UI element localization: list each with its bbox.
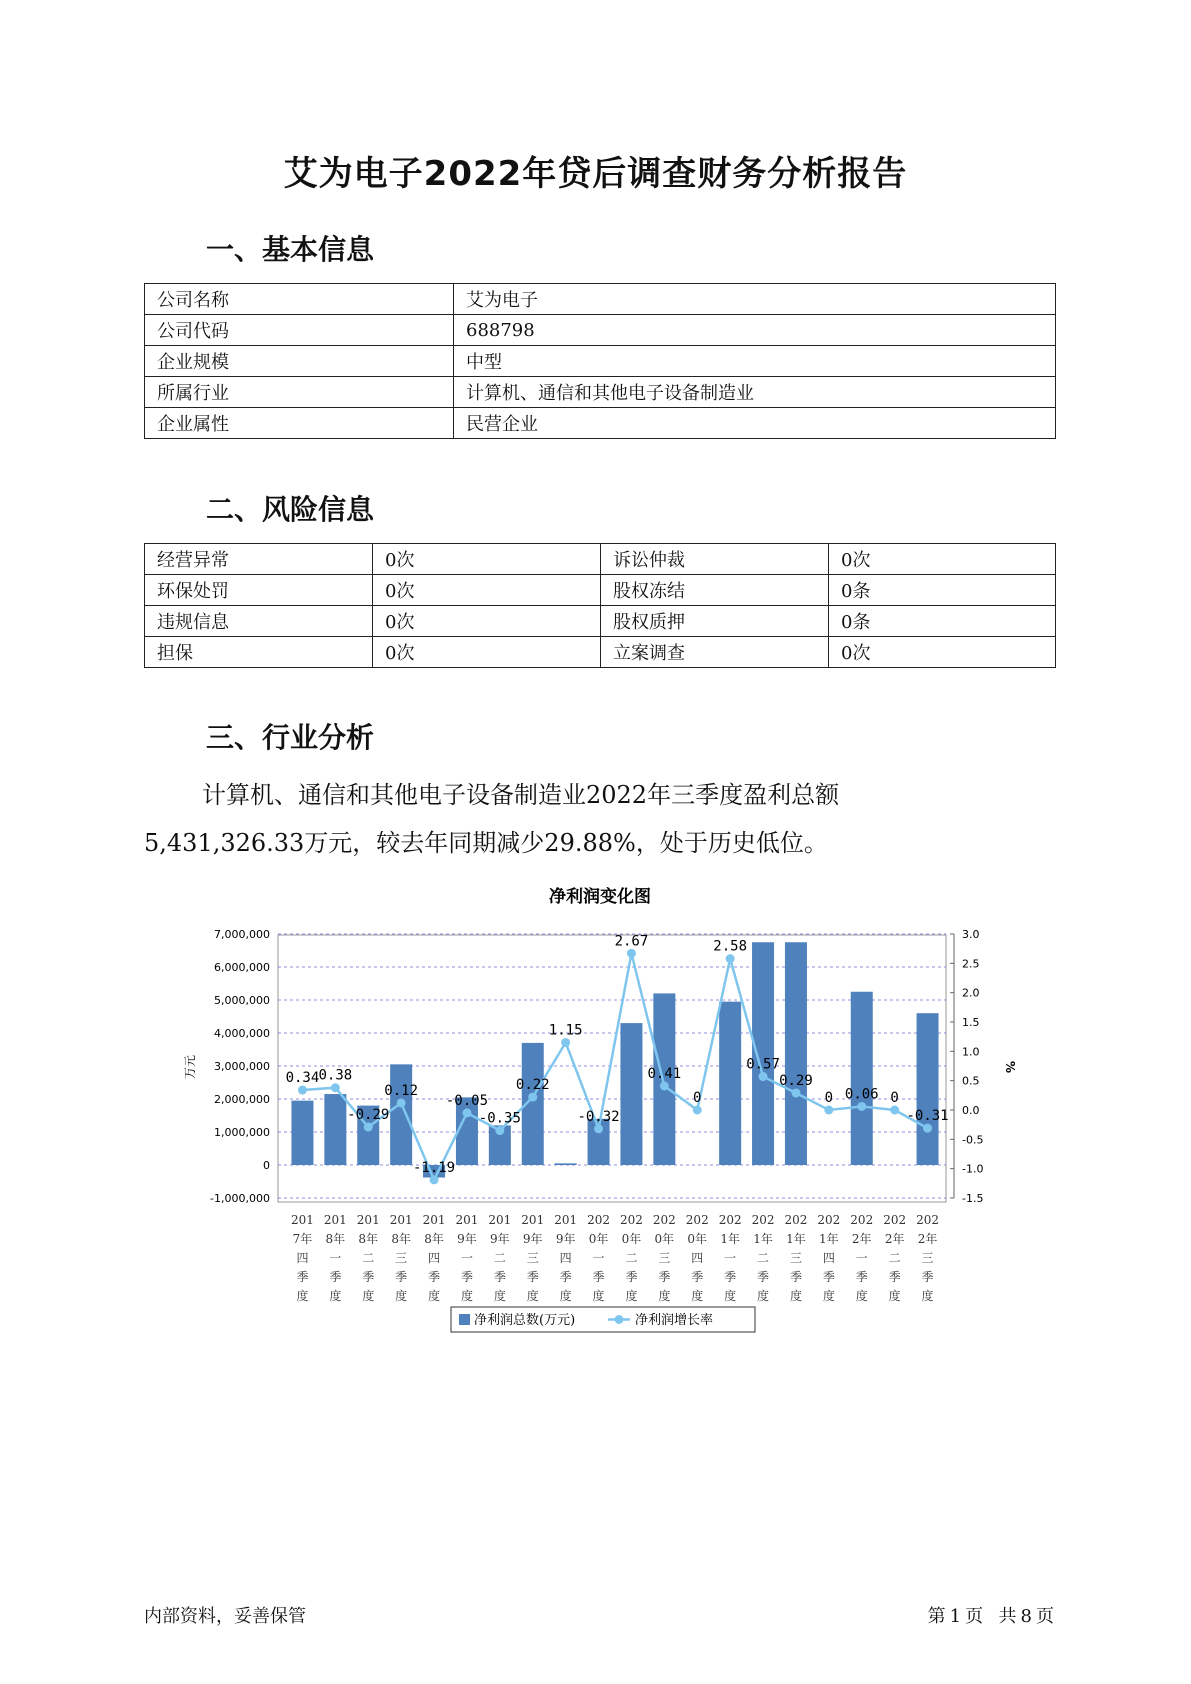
x-tick-label: 四	[691, 1251, 704, 1265]
x-tick-label: 度	[822, 1289, 835, 1303]
footer-page-number	[926, 1602, 1056, 1628]
x-tick-label: 0年	[621, 1232, 642, 1246]
x-tick-label: 度	[757, 1289, 770, 1303]
x-tick-label: 季	[691, 1270, 704, 1284]
x-tick-label: 202	[751, 1213, 775, 1227]
table-row	[145, 408, 1056, 439]
line-data-label: 0.06	[844, 1086, 879, 1103]
x-tick-label: 8年	[424, 1232, 444, 1246]
table-cell-value: 0次	[373, 544, 601, 575]
table-cell-value: 0次	[373, 637, 601, 668]
x-tick-label: 季	[592, 1270, 605, 1284]
line-point	[528, 1093, 537, 1102]
x-tick-label: 二	[888, 1251, 901, 1265]
line-data-label: 0	[890, 1090, 899, 1106]
table-row	[145, 346, 1056, 377]
table-cell-value: 0次	[829, 544, 1056, 575]
line-data-label: 0.12	[384, 1082, 419, 1099]
line-point	[594, 1124, 603, 1133]
x-tick-label: 2年	[917, 1232, 938, 1246]
x-tick-label: 202	[718, 1213, 742, 1227]
x-tick-label: 度	[921, 1289, 934, 1303]
line-point	[561, 1038, 570, 1047]
x-tick-label: 度	[362, 1289, 375, 1303]
line-point	[726, 954, 735, 963]
bar	[752, 942, 774, 1165]
y2-tick-label: 3.0	[962, 928, 980, 941]
table-cell-value: 0条	[829, 606, 1056, 637]
section-heading-basic-info: 一、基本信息	[206, 233, 375, 266]
table-row	[145, 637, 1056, 668]
x-tick-label: 四	[822, 1251, 835, 1265]
line-data-label: -1.19	[412, 1159, 456, 1176]
line-point	[660, 1081, 669, 1090]
total-prefix: 共	[998, 1606, 1017, 1627]
chart-title: 净利润变化图	[549, 887, 651, 907]
bar	[917, 1013, 939, 1165]
table-cell-value: 0次	[829, 637, 1056, 668]
table-cell-label: 股权冻结	[601, 575, 829, 606]
y-tick-label: 1,000,000	[214, 1126, 270, 1139]
table-cell-value: 计算机、通信和其他电子设备制造业	[454, 377, 1056, 408]
y-tick-label: 2,000,000	[214, 1093, 270, 1106]
x-tick-label: 度	[493, 1289, 506, 1303]
x-tick-label: 201	[356, 1213, 380, 1227]
x-tick-label: 季	[559, 1270, 572, 1284]
line-data-label: -0.31	[906, 1108, 949, 1125]
line-point	[462, 1108, 471, 1117]
x-tick-label: 季	[329, 1270, 342, 1284]
line-data-label: 0.41	[647, 1065, 682, 1082]
bar	[390, 1064, 412, 1165]
y-tick-label: 0	[263, 1159, 270, 1172]
x-tick-label: 三	[395, 1251, 408, 1265]
table-cell-label: 经营异常	[145, 544, 373, 575]
basic-info-table	[144, 283, 1056, 439]
paragraph-line-1-text: 计算机、通信和其他电子设备制造业2022年三季度盈利总额	[202, 781, 840, 809]
line-data-label: 2.58	[713, 938, 748, 955]
x-tick-label: 201	[389, 1213, 413, 1227]
line-point	[331, 1083, 340, 1092]
table-row	[145, 606, 1056, 637]
y2-tick-label: 0.5	[962, 1074, 980, 1088]
table-cell-label: 诉讼仲裁	[601, 544, 829, 575]
x-tick-label: 季	[526, 1270, 539, 1284]
x-tick-label: 度	[855, 1289, 868, 1303]
table-cell-value: 0条	[829, 575, 1056, 606]
table-cell-label: 所属行业	[145, 377, 454, 408]
line-data-label: 0	[693, 1090, 702, 1106]
y2-axis-label: %	[1003, 1060, 1017, 1074]
x-tick-label: 季	[757, 1270, 770, 1284]
x-tick-label: 202	[916, 1213, 940, 1227]
x-tick-label: 一	[724, 1251, 737, 1265]
x-tick-label: 201	[290, 1213, 314, 1227]
page-mid: 页	[965, 1606, 984, 1627]
x-tick-label: 一	[460, 1251, 473, 1265]
x-tick-label: 度	[691, 1289, 704, 1303]
total-pages: 8	[1020, 1606, 1032, 1627]
legend-line-marker	[615, 1315, 624, 1324]
x-tick-label: 9年	[490, 1232, 510, 1246]
page-number: 1	[949, 1606, 962, 1627]
x-tick-label: 四	[559, 1251, 572, 1265]
table-row	[145, 544, 1056, 575]
x-tick-label: 2年	[884, 1232, 905, 1246]
x-tick-label: 202	[850, 1213, 874, 1227]
report-title: 艾为电子2022年贷后调查财务分析报告	[283, 154, 908, 194]
line-point	[364, 1123, 373, 1132]
x-tick-label: 201	[422, 1213, 446, 1227]
line-point	[430, 1175, 439, 1184]
table-cell-value: 民营企业	[454, 408, 1056, 439]
y2-tick-label: -1.5	[962, 1192, 984, 1205]
table-cell-label: 环保处罚	[145, 575, 373, 606]
line-point	[397, 1098, 406, 1107]
paragraph-line-1	[144, 771, 1056, 819]
y2-tick-label: -1.0	[962, 1162, 984, 1176]
line-point	[759, 1072, 768, 1081]
x-tick-label: 三	[658, 1251, 671, 1265]
x-tick-label: 0年	[588, 1232, 609, 1246]
y2-tick-label: 1.0	[962, 1045, 980, 1059]
x-tick-label: 202	[619, 1213, 643, 1227]
x-tick-label: 度	[888, 1289, 901, 1303]
section-heading-industry: 三、行业分析	[206, 721, 375, 754]
table-cell-label: 违规信息	[145, 606, 373, 637]
y-axis-label: 万元	[183, 1054, 197, 1080]
x-tick-label: 四	[428, 1251, 441, 1265]
table-cell-label: 公司代码	[145, 315, 454, 346]
line-point	[627, 949, 636, 958]
x-tick-label: 季	[789, 1270, 802, 1284]
x-tick-label: 度	[329, 1289, 342, 1303]
table-cell-value: 688798	[454, 315, 1056, 346]
bar	[555, 1163, 577, 1165]
section-heading-risk-info: 二、风险信息	[206, 493, 375, 526]
x-tick-label: 季	[724, 1270, 737, 1284]
table-cell-label: 企业属性	[145, 408, 454, 439]
x-tick-label: 季	[296, 1270, 309, 1284]
x-tick-label: 202	[817, 1213, 841, 1227]
x-tick-label: 0年	[654, 1232, 675, 1246]
line-point	[857, 1102, 866, 1111]
x-tick-label: 201	[488, 1213, 512, 1227]
total-suffix: 页	[1036, 1606, 1054, 1627]
bar	[851, 992, 873, 1165]
x-tick-label: 度	[592, 1289, 605, 1303]
x-tick-label: 一	[855, 1251, 868, 1265]
line-data-label: 2.67	[614, 933, 649, 950]
line-data-label: 1.15	[548, 1022, 583, 1039]
x-tick-label: 三	[789, 1251, 802, 1265]
x-tick-label: 度	[526, 1289, 539, 1303]
paragraph-line-2: 5,431,326.33万元，较去年同期减少29.88%，处于历史低位。	[144, 829, 828, 857]
x-tick-label: 202	[587, 1213, 611, 1227]
x-tick-label: 202	[784, 1213, 808, 1227]
y-tick-label: 4,000,000	[214, 1027, 270, 1040]
table-row	[145, 315, 1056, 346]
x-tick-label: 季	[888, 1270, 901, 1284]
x-tick-label: 一	[329, 1251, 342, 1265]
x-tick-label: 季	[493, 1270, 506, 1284]
y-tick-label: 5,000,000	[214, 994, 270, 1007]
x-tick-label: 季	[921, 1270, 934, 1284]
x-tick-label: 201	[323, 1213, 347, 1227]
x-tick-label: 度	[428, 1289, 441, 1303]
x-tick-label: 二	[362, 1251, 375, 1265]
x-tick-label: 季	[395, 1270, 408, 1284]
legend-bar-label: 净利润总数(万元)	[474, 1313, 576, 1328]
x-tick-label: 9年	[555, 1232, 576, 1246]
table-cell-value: 0次	[373, 606, 601, 637]
x-tick-label: 度	[395, 1289, 408, 1303]
line-point	[824, 1106, 833, 1115]
net-profit-chart	[144, 880, 1044, 1340]
line-point	[791, 1088, 800, 1097]
x-tick-label: 季	[822, 1270, 835, 1284]
bar	[620, 1023, 642, 1165]
line-data-label: 0.22	[515, 1077, 550, 1094]
y2-tick-label: -0.5	[962, 1133, 984, 1147]
x-tick-label: 一	[592, 1251, 605, 1265]
table-cell-value: 艾为电子	[454, 284, 1056, 315]
line-data-label: 0.29	[779, 1072, 813, 1089]
x-tick-label: 9年	[457, 1232, 477, 1246]
line-data-label: -0.35	[478, 1110, 521, 1127]
x-tick-label: 季	[460, 1270, 473, 1284]
page-prefix: 第	[927, 1606, 946, 1627]
x-tick-label: 季	[428, 1270, 441, 1284]
x-tick-label: 度	[559, 1289, 572, 1303]
x-tick-label: 度	[658, 1289, 671, 1303]
x-tick-label: 8年	[391, 1232, 411, 1246]
line-data-label: -0.05	[445, 1092, 489, 1109]
x-tick-label: 1年	[786, 1232, 806, 1246]
table-cell-label: 公司名称	[145, 284, 454, 315]
legend-bar-swatch	[459, 1314, 470, 1325]
table-cell-label: 企业规模	[145, 346, 454, 377]
x-tick-label: 201	[554, 1213, 578, 1227]
y-tick-label: 3,000,000	[214, 1060, 270, 1073]
line-data-label: 0.57	[746, 1056, 780, 1073]
x-tick-label: 2年	[851, 1232, 872, 1246]
x-tick-label: 度	[296, 1289, 309, 1303]
x-tick-label: 9年	[522, 1232, 543, 1246]
y-tick-label: 7,000,000	[214, 928, 270, 941]
x-tick-label: 8年	[325, 1232, 346, 1246]
table-cell-value: 0次	[373, 575, 601, 606]
x-tick-label: 1年	[753, 1232, 773, 1246]
industry-paragraph	[144, 771, 1056, 867]
y2-tick-label: 0.0	[962, 1104, 980, 1117]
x-tick-label: 1年	[819, 1232, 839, 1246]
line-point	[923, 1124, 932, 1133]
legend-line-label: 净利润增长率	[635, 1313, 714, 1328]
x-tick-label: 四	[296, 1251, 309, 1265]
x-tick-label: 季	[855, 1270, 868, 1284]
x-tick-label: 202	[652, 1213, 676, 1227]
table-cell-value: 中型	[454, 346, 1056, 377]
line-point	[495, 1126, 504, 1135]
table-row	[145, 575, 1056, 606]
bar	[324, 1094, 346, 1165]
footer-confidential-note: 内部资料，妥善保管	[144, 1606, 306, 1627]
x-tick-label: 1年	[720, 1232, 740, 1246]
bar	[719, 1002, 741, 1165]
line-point	[693, 1106, 702, 1115]
x-tick-label: 二	[625, 1251, 638, 1265]
line-data-label: 0.38	[318, 1067, 353, 1084]
line-data-label: 0.34	[285, 1070, 320, 1087]
x-tick-label: 三	[526, 1251, 539, 1265]
x-tick-label: 度	[724, 1289, 737, 1303]
y-tick-label: 6,000,000	[214, 961, 270, 974]
x-tick-label: 季	[362, 1270, 375, 1284]
x-tick-label: 二	[757, 1251, 770, 1265]
x-tick-label: 201	[455, 1213, 479, 1227]
y2-tick-label: 2.5	[962, 957, 980, 971]
y-tick-label: -1,000,000	[210, 1192, 270, 1205]
x-tick-label: 202	[685, 1213, 709, 1227]
table-row	[145, 377, 1056, 408]
x-tick-label: 0年	[687, 1232, 708, 1246]
table-cell-label: 股权质押	[601, 606, 829, 637]
x-tick-label: 季	[625, 1270, 638, 1284]
bar	[291, 1101, 313, 1165]
table-row	[145, 284, 1056, 315]
line-data-label: 0	[824, 1090, 834, 1106]
line-point	[890, 1106, 899, 1115]
risk-info-table	[144, 543, 1056, 668]
x-tick-label: 度	[625, 1289, 638, 1303]
x-tick-label: 7年	[292, 1232, 313, 1246]
x-tick-label: 201	[521, 1213, 545, 1227]
line-point	[298, 1086, 307, 1095]
table-cell-label: 立案调查	[601, 637, 829, 668]
x-tick-label: 202	[883, 1213, 907, 1227]
line-data-label: -0.32	[577, 1108, 620, 1125]
bar	[785, 942, 807, 1165]
x-tick-label: 二	[493, 1251, 506, 1265]
y2-tick-label: 2.0	[962, 986, 980, 1000]
y2-tick-label: 1.5	[962, 1016, 980, 1029]
table-cell-label: 担保	[145, 637, 373, 668]
x-tick-label: 度	[789, 1289, 802, 1303]
x-tick-label: 季	[658, 1270, 671, 1284]
x-tick-label: 度	[460, 1289, 473, 1303]
line-data-label: -0.29	[347, 1107, 390, 1124]
x-tick-label: 三	[921, 1251, 934, 1265]
x-tick-label: 8年	[358, 1232, 379, 1246]
